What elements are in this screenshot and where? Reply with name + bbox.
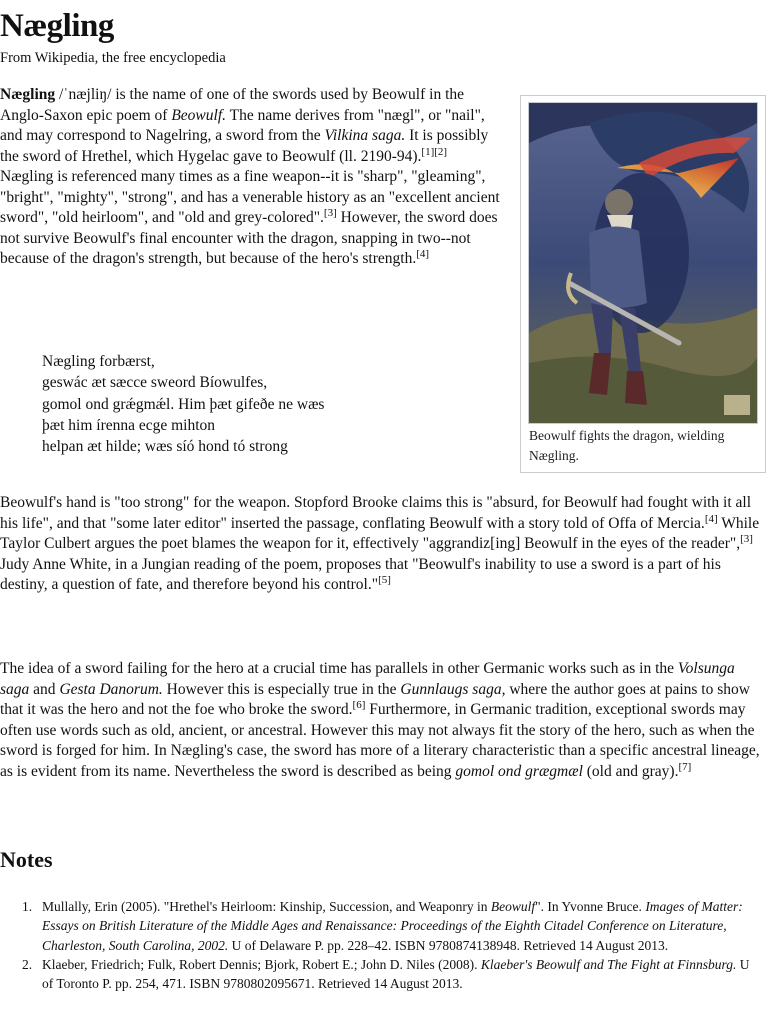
notes-heading: Notes <box>0 847 53 872</box>
note-item <box>22 897 762 955</box>
analysis-paragraph <box>0 493 766 596</box>
text: While Taylor Culbert argues the poet blames the weapon for it, effectively "aggrandiz[ing] Beowulf in the eyes of the reader", <box>0 514 760 552</box>
beowulf-painting-image[interactable] <box>528 102 758 424</box>
text: where the author goes at pains to show that it was the hero and not the foe who broke the sword. <box>0 680 750 718</box>
text: Mullally, Erin (2005). "Hrethel's Heirloom: Kinship, Succession, and Weaponry in <box>42 899 491 914</box>
text: It is possibly the sword of Hrethel, which Hygelac gave to Beowulf (ll. 2190-94). <box>0 127 489 165</box>
text: Beowulf's hand is "too strong" for the weapon. Stopford Brooke claims this is "absurd, for Beowulf had fought with it all his life", and that "some later editor" inserted the passage, conflating Beowulf with a story told of Offa of Mercia. <box>0 494 752 532</box>
notes-list <box>22 897 762 993</box>
poem-line: þæt him írenna ecge mihton <box>42 416 216 434</box>
text: Furthermore, in Germanic tradition, exceptional swords may often use words such as old, ancient, or ancestral. However this may not always fit the story of the hero, such as when the sword is forged for him. In Nægling's case, the sword has more of a literary characteristic than a specific ancestral lineage, as is evident from its name. Nevertheless the sword is described as being <box>0 701 760 780</box>
note-italic[interactable]: Klaeber's Beowulf and The Fight at Finnsburg. <box>480 956 737 972</box>
text: The idea of a sword failing for the hero at a crucial time has parallels in other Germanic works such as in the <box>0 660 678 677</box>
citation-link[interactable]: [1][2] <box>421 145 448 158</box>
page-subtitle: From Wikipedia, the free encyclopedia <box>0 50 226 66</box>
gesta-danorum-link[interactable]: Gesta Danorum. <box>59 680 163 698</box>
note-number: 2. <box>22 956 33 972</box>
text: (old and gray). <box>582 762 679 780</box>
citation-link[interactable]: [4] <box>704 512 718 525</box>
text: The name derives from "nægl", or "nail", and may correspond to Nagelring, a sword from the <box>0 106 485 144</box>
citation-link[interactable]: [3] <box>740 533 753 545</box>
text: Klaeber, Friedrich; Fulk, Robert Dennis; Bjork, Robert E.; John D. Niles (2008). <box>42 956 481 972</box>
poem-line: helpan æt hilde; wæs síó hond tó strong <box>42 438 288 456</box>
vilkina-saga-link[interactable]: Vilkina saga. <box>324 127 406 144</box>
text: U of Delaware P. pp. 228–42. ISBN 9780874138948. Retrieved 14 August 2013. <box>228 937 669 953</box>
parallels-paragraph <box>0 659 766 782</box>
text: and <box>29 680 60 698</box>
text: Judy Anne White, in a Jungian reading of the poem, proposes that "Beowulf's inability to use a sword is a part of his destiny, a question of fate, and therefore beyond his control." <box>0 555 721 593</box>
article-term: Nægling <box>0 86 56 103</box>
poem-line: geswác æt sæcce sweord Bíowulfes, <box>42 374 268 392</box>
text: However, the sword does not survive Beowulf's final encounter with the dragon, snapping in two--not because of the dragon's strength, but because of the hero's strength. <box>0 209 498 267</box>
text: Nægling is referenced many times as a fine weapon--it is "sharp", "gleaming", "bright", "mighty", "strong", and has a venerable history as an "excellent ancient sword", "old heirloom", and "old and grey-colored". <box>0 168 500 226</box>
citation-link[interactable]: [6] <box>352 699 366 711</box>
citation-link[interactable]: [5] <box>378 574 391 586</box>
figure-caption: Beowulf fights the dragon, wielding Nægling. <box>529 428 725 463</box>
text: /ˈnæjliŋ/ is the name of one of the swords used by Beowulf in the Anglo-Saxon epic poem of <box>0 86 465 124</box>
note-italic[interactable]: Images of Matter: Essays on British Literature of the Middle Ages and Renaissance: Proceedings of the Eighth Citadel Conference on Literature, Charleston, South Carolina, 2002. <box>42 899 743 953</box>
citation-link[interactable]: [4] <box>416 248 430 260</box>
beowulf-link[interactable]: Beowulf. <box>171 106 227 124</box>
note-item <box>22 955 762 994</box>
page-title: Nægling <box>0 8 114 44</box>
poem-quote <box>42 351 324 457</box>
intro-paragraph <box>0 85 500 270</box>
italic-phrase: gomol ond grægmæl <box>455 762 583 780</box>
poem-line: gomol ond grǽgmǽl. Him þæt gifeðe ne wæs <box>42 395 325 413</box>
note-number: 1. <box>22 899 33 914</box>
text: U of Toronto P. pp. 254, 471. ISBN 9780802095671. Retrieved 14 August 2013. <box>42 956 750 992</box>
volsunga-saga-link[interactable]: Volsunga saga <box>0 660 735 698</box>
figure-thumbnail <box>520 95 766 473</box>
poem-line: Nægling forbærst, <box>42 353 155 370</box>
painting-icon <box>529 103 757 423</box>
note-italic[interactable]: Beowulf <box>490 899 536 914</box>
text: However this is especially true in the <box>162 680 401 698</box>
text: ". In Yvonne Bruce. <box>535 899 646 914</box>
gunnlaugs-saga-link[interactable]: Gunnlaugs saga, <box>400 680 506 698</box>
citation-link[interactable]: [7] <box>678 760 692 773</box>
citation-link[interactable]: [3] <box>323 207 337 219</box>
